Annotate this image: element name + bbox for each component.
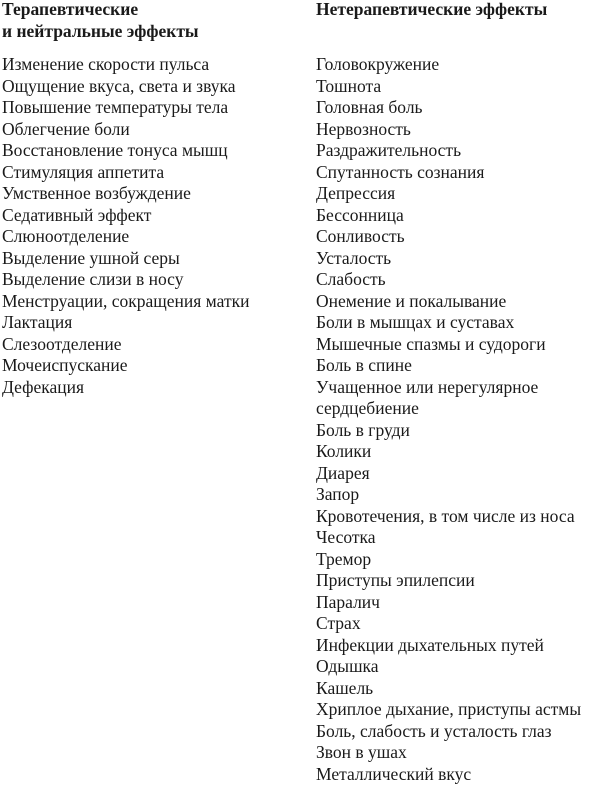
- list-item: Головная боль: [316, 97, 423, 117]
- list-item: Облегчение боли: [2, 118, 130, 139]
- list-item: Боль в груди: [316, 419, 410, 440]
- list-item: Седативный эффект: [2, 204, 152, 225]
- list-item: Диарея: [316, 462, 370, 483]
- list-item: Бессонница: [316, 204, 404, 225]
- list-item: Умственное возбуждение: [2, 183, 191, 203]
- list-item: Головокружение: [316, 54, 440, 74]
- list-item: Ощущение вкуса, света и звука: [2, 75, 236, 96]
- list-item: Одышка: [316, 656, 379, 676]
- list-item: Звон в ушах: [316, 742, 407, 762]
- list-item: Слезоотделение: [2, 333, 122, 354]
- list-item: Мочеиспускание: [2, 355, 128, 375]
- list-item: Боли в мышцах и суставах: [316, 312, 515, 332]
- non-therapeutic-effects-list: [316, 54, 612, 785]
- list-item: Страх: [316, 613, 361, 633]
- list-item: Стимуляция аппетита: [2, 161, 165, 182]
- list-item: Выделение слизи в носу: [2, 269, 184, 289]
- list-item: Депрессия: [316, 183, 396, 203]
- list-item: Запор: [316, 484, 360, 504]
- list-item: Онемение и покалывание: [316, 290, 507, 311]
- list-item: Изменение скорости пульса: [2, 54, 210, 74]
- column-heading: Нетерапевтические эффекты: [316, 0, 548, 19]
- list-item: Тремор: [316, 548, 372, 569]
- list-item: Менструации, сокращения матки: [2, 290, 250, 311]
- list-item: Восстановление тонуса мышц: [2, 140, 228, 160]
- list-item: Кашель: [316, 677, 374, 698]
- non-therapeutic-effects-column: [316, 0, 612, 785]
- list-item: Спутанность сознания: [316, 161, 485, 182]
- column-heading: Терапевтические и нейтральные эффекты: [2, 0, 199, 41]
- list-item: Лактация: [2, 312, 73, 332]
- list-item: Чесотка: [316, 527, 376, 547]
- list-item: Слюноотделение: [2, 226, 130, 246]
- list-item: Сонливость: [316, 226, 405, 246]
- list-item: Выделение ушной серы: [2, 247, 180, 268]
- list-item: Слабость: [316, 269, 386, 289]
- list-item: Боль, слабость и усталость глаз: [316, 720, 552, 741]
- list-item: Раздражительность: [316, 140, 462, 160]
- list-item: Паралич: [316, 591, 380, 612]
- list-item: Металлический вкус: [316, 763, 472, 784]
- list-item: Приступы эпилепсии: [316, 570, 475, 590]
- list-item: Тошнота: [316, 75, 382, 96]
- list-item: Боль в спине: [316, 355, 412, 375]
- therapeutic-effects-column: [2, 0, 302, 398]
- list-item: Кровотечения, в том числе из носа: [316, 505, 575, 526]
- list-item: Хриплое дыхание, приступы астмы: [316, 699, 582, 719]
- list-item: Колики: [316, 441, 372, 461]
- therapeutic-effects-list: [2, 54, 302, 398]
- list-item: Мышечные спазмы и судороги: [316, 333, 546, 354]
- list-item: Инфекции дыхательных путей: [316, 634, 544, 655]
- list-item: Дефекация: [2, 376, 85, 397]
- list-item: Усталость: [316, 247, 392, 268]
- list-item: Учащенное или нерегулярное сердцебиение: [316, 376, 539, 418]
- list-item: Повышение температуры тела: [2, 97, 229, 117]
- list-item: Нервозность: [316, 118, 411, 139]
